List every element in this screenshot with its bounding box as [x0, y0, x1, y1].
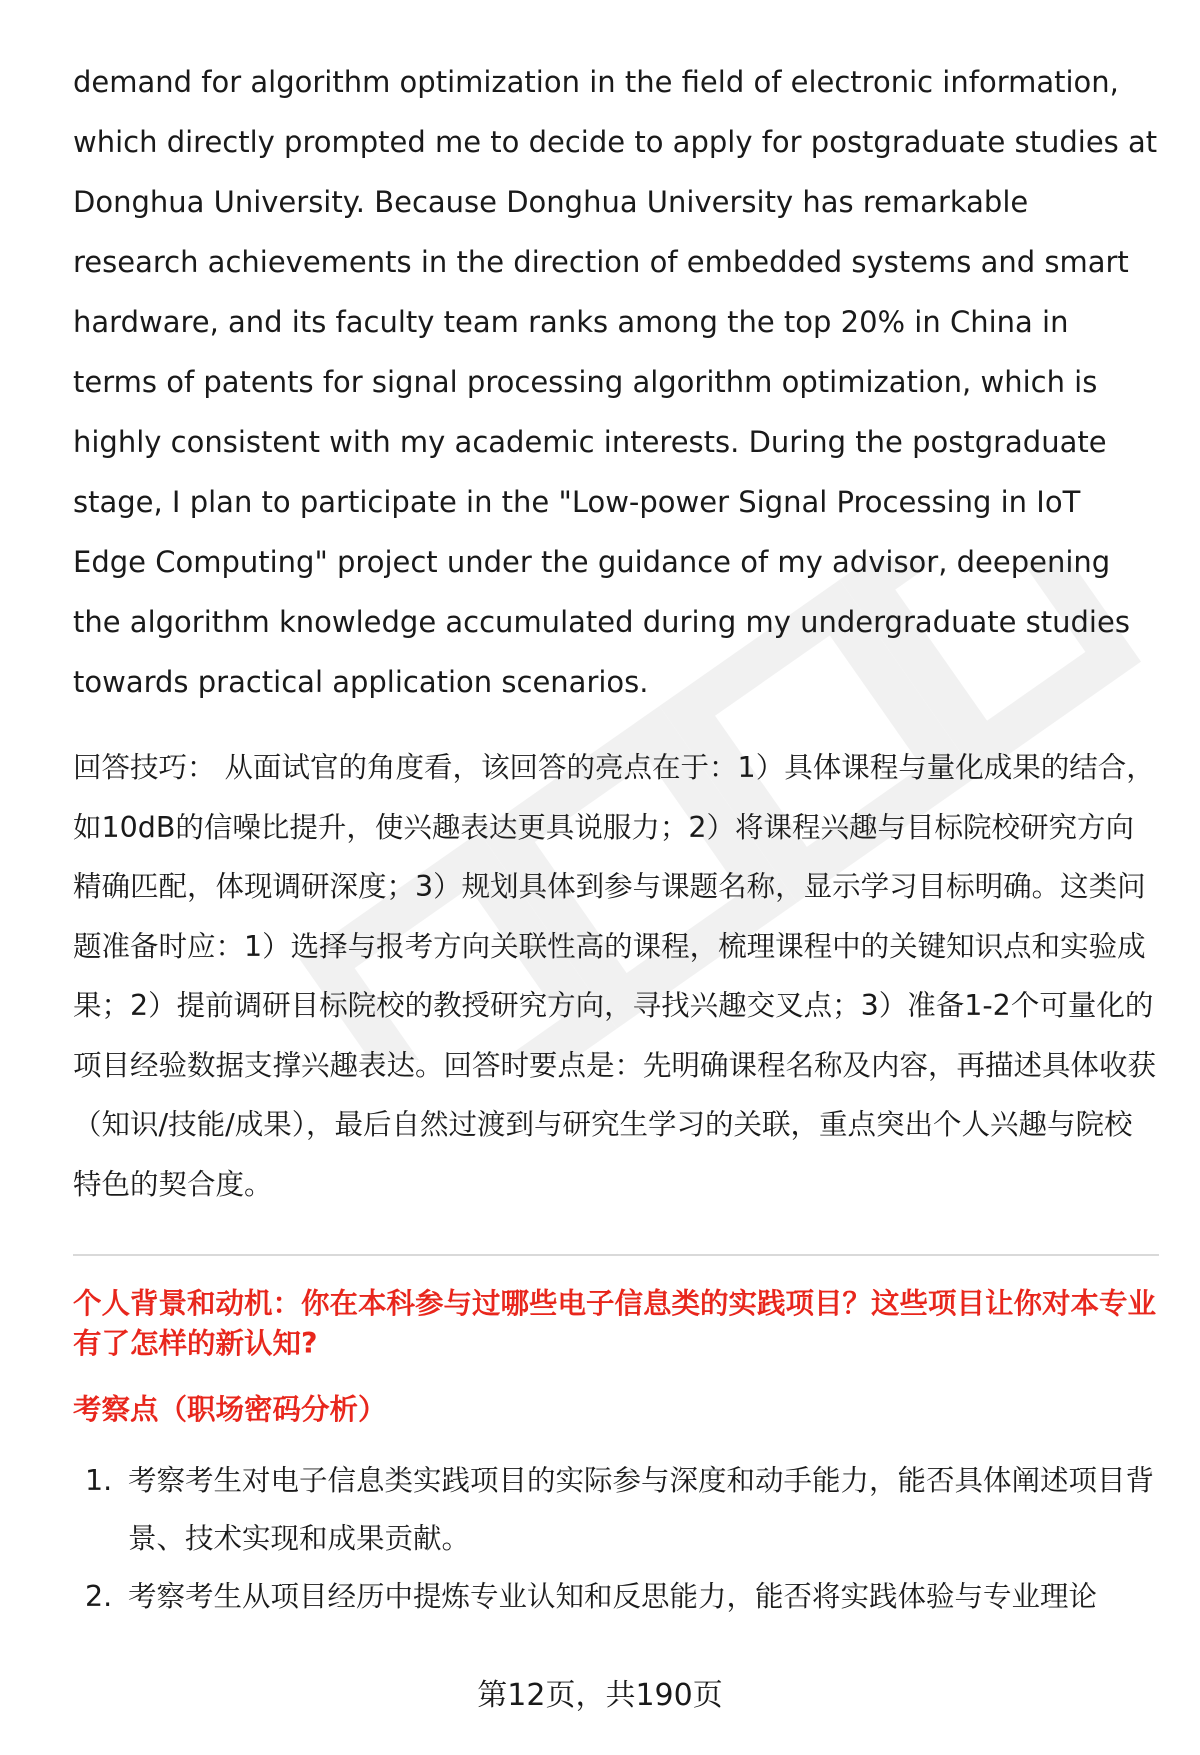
question-heading: 个人背景和动机：你在本科参与过哪些电子信息类的实践项目？这些项目让你对本专业有了怎样的新认知? [73, 1287, 1157, 1360]
list-item-number: 1. [85, 1464, 113, 1497]
answer-tips-paragraph: 回答技巧： 从面试官的角度看，该回答的亮点在于：1）具体课程与量化成果的结合，如10dB的信噪比提升，使兴趣表达更具说服力；2）将课程兴趣与目标院校研究方向精确匹配，体现调研深度；3）规划具体到参与课题名称，显示学习目标明确。这类问题准备时应：1）选择与报考方向关联性高的课程，梳理课程中的关键知识点和实验成果；2）提前调研目标院校的教授研究方向，寻找兴趣交叉点；3）准备1-2个可量化的项目经验数据支撑兴趣表达。回答时要点是：先明确课程名称及内容，再描述具体收获（知识/技能/成果），最后自然过渡到与研究生学习的关联，重点突出个人兴趣与院校特色的契合度。 [73, 751, 1157, 1201]
assessment-points-list [73, 1452, 1159, 1626]
document-page [73, 52, 1159, 1626]
section-divider [73, 1254, 1159, 1256]
body-paragraph: demand for algorithm optimization in the field of electronic information, which directly prompted me to decide to apply for postgraduate studies at Donghua University. Because Donghua University has remarkable research achievements in the direction of embedded systems and smart hardware, and its faculty team ranks among the top 20% in China in terms of patents for signal processing algorithm optimization, which is highly consistent with my academic interests. During the postgraduate stage, I plan to participate in the "Low-power Signal Processing in IoT Edge Computing" project under the guidance of my advisor, deepening the algorithm knowledge accumulated during my undergraduate studies towards practical application scenarios. [73, 65, 1158, 699]
list-item-text: 考察考生从项目经历中提炼专业认知和反思能力，能否将实践体验与专业理论 [128, 1580, 1098, 1613]
section-title: 考察点（职场密码分析） [73, 1393, 387, 1426]
list-item [73, 1568, 1159, 1626]
page-number-footer: 第12页，共190页 [477, 1678, 723, 1713]
list-item-number: 2. [85, 1580, 113, 1613]
list-item-text: 考察考生对电子信息类实践项目的实际参与深度和动手能力，能否具体阐述项目背景、技术实现和成果贡献。 [128, 1464, 1155, 1555]
list-item [73, 1452, 1159, 1568]
